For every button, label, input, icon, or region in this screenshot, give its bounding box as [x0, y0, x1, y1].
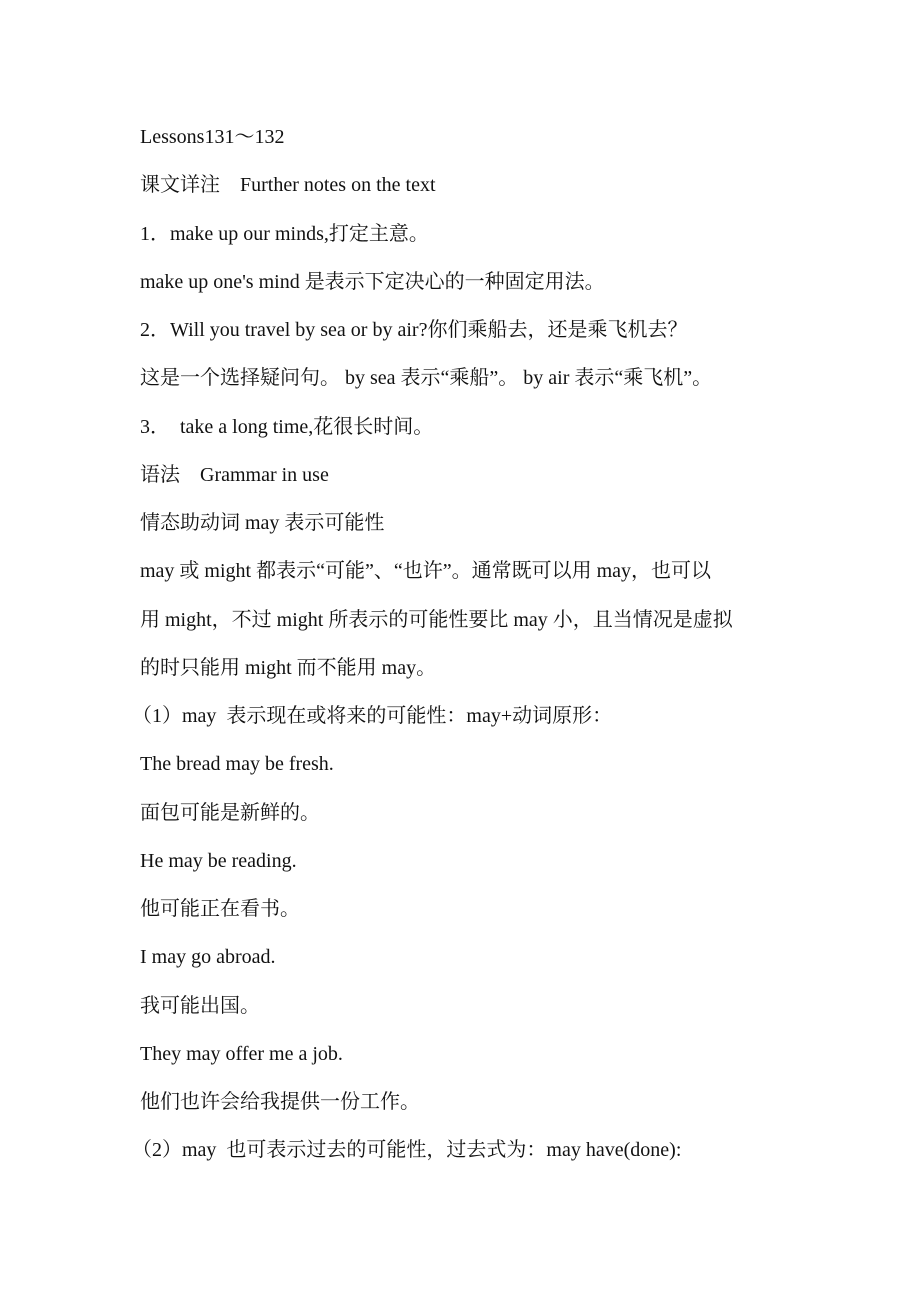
section-heading-notes: 课文详注 Further notes on the text [140, 174, 436, 197]
example-zh: 我可能出国。 [140, 994, 260, 1017]
note-3: 3． take a long time,花很长时间。 [140, 415, 434, 438]
grammar-paragraph-line: 的时只能用 might 而不能用 may。 [140, 656, 437, 679]
section-heading-grammar: 语法 Grammar in use [140, 463, 329, 486]
document-title: Lessons131～132 [140, 126, 285, 148]
example-zh: 他们也许会给我提供一份工作。 [140, 1091, 420, 1113]
document-body [132, 113, 800, 1175]
example-en: The bread may be fresh. [140, 753, 334, 776]
note-1: 1．make up our minds,打定主意。 [140, 222, 429, 245]
note-2-explanation: 这是一个选择疑问句。 by sea 表示“乘船”。 by air 表示“乘飞机”。 [140, 367, 713, 390]
note-1-explanation: make up one's mind 是表示下定决心的一种固定用法。 [140, 270, 605, 293]
grammar-paragraph-line: may 或 might 都表示“可能”、“也许”。通常既可以用 may，也可以 [140, 560, 712, 583]
example-en: He may be reading. [140, 849, 297, 872]
example-en: They may offer me a job. [140, 1042, 343, 1065]
example-zh: 面包可能是新鲜的。 [140, 801, 320, 824]
grammar-point-1: （1）may 表示现在或将来的可能性：may+动词原形： [132, 705, 613, 727]
grammar-subheading: 情态助动词 may 表示可能性 [140, 512, 385, 534]
example-en: I may go abroad. [140, 946, 276, 969]
example-zh: 他可能正在看书。 [140, 898, 300, 920]
note-2: 2．Will you travel by sea or by air?你们乘船去，还是乘飞机去？ [140, 319, 688, 341]
grammar-paragraph-line: 用 might，不过 might 所表示的可能性要比 may 小，且当情况是虚拟 [140, 608, 733, 631]
grammar-point-2: （2）may 也可表示过去的可能性，过去式为：may have(done): [132, 1139, 682, 1162]
